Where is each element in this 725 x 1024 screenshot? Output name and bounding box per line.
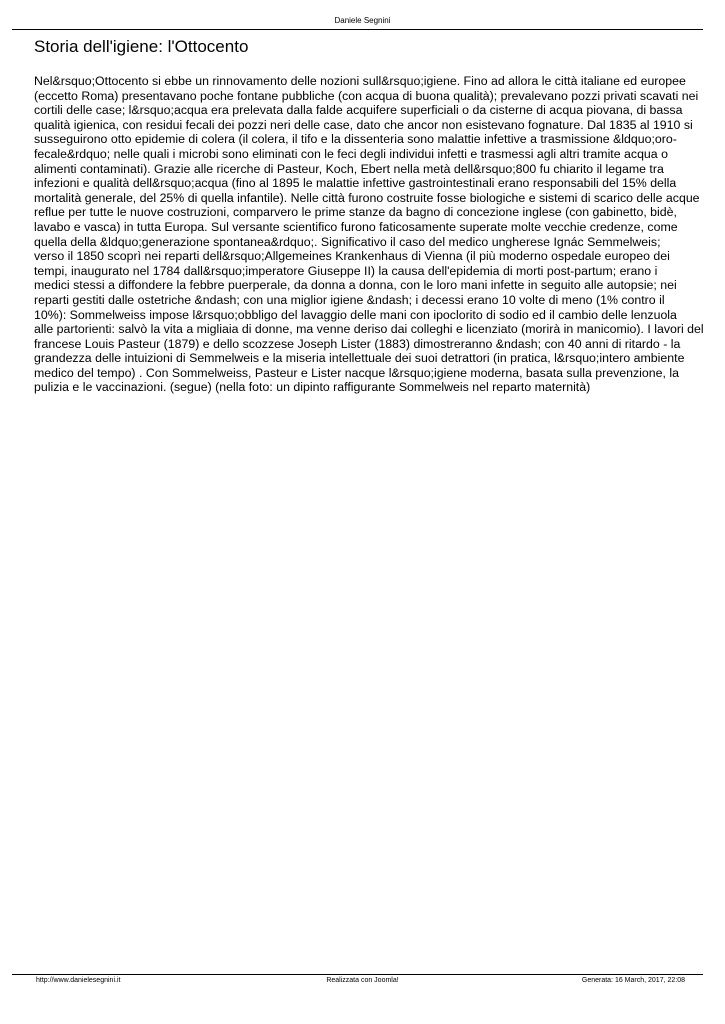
page-header-author: Daniele Segnini <box>334 16 391 25</box>
article-body: Nel&rsquo;Ottocento si ebbe un rinnovamento delle nozioni sull&rsquo;igiene. Fino ad allora le città italiane ed europee (eccetto Roma) presentavano poche fontane pubbliche (con acqua di buona qualità); prevalevano pozzi privati scavati nei cortili delle case; l&rsquo;acqua era prelevata dalla falde acquifere superficiali o da cisterne di acqua piovana, di bassa qualità igienica, con residui fecali dei pozzi neri delle case, dato che ancor non esistevano fognature. Dal 1835 al 1910 si susseguirono otto epidemie di colera (il colera, il tifo e la dissenteria sono malattie infettive a trasmissione &ldquo;oro- fecale&rdquo; nelle quali i microbi sono eliminati con le feci degli individui infetti e trasmessi agli altri tramite acqua o alimenti contaminati). Grazie alle ricerche di Pasteur, Koch, Ebert nella metà dell&rsquo;800 fu chiarito il legame tra infezioni e qualità dell&rsquo;acqua (fino al 1895 le malattie infettive gastrointestinali erano responsabili del 15% della mortalità generale, del 25% di quella infantile). Nelle città furono costruite fosse biologiche e sistemi di scarico delle acque reflue per tutte le nuove costruzioni, comparvero le prime stanze da bagno di concezione inglese (con gabinetto, bidè, lavabo e vasca) in tutta Europa. Sul versante scientifico furono faticosamente superate molte vecchie credenze, come quella della &ldquo;generazione spontanea&rdquo;. Significativo il caso del medico ungherese Ignác Semmelweis; verso il 1850 scoprì nei reparti dell&rsquo;Allgemeines Krankenhaus di Vienna (il più moderno ospedale europeo dei tempi, inaugurato nel 1784 dall&rsquo;imperatore Giuseppe II) la causa dell'epidemia di morti post-partum; erano i medici stessi a diffondere la febbre puerperale, da donna a donna, con le loro mani infette in seguito alle autopsie; nei reparti gestiti dalle ostetriche &ndash; con una miglior igiene &ndash; i decessi erano 10 volte di meno (1% contro il 10%): Sommelweiss impose l&rsquo;obbligo del lavaggio delle mani con ipoclorito di sodio ed il cambio delle lenzuola alle partorienti: salvò la vita a migliaia di donne, ma venne deriso dai colleghi e licenziato (morirà in manicomio). I lavori del francese Louis Pasteur (1879) e dello scozzese Joseph Lister (1883) dimostreranno &ndash; con 40 anni di ritardo - la grandezza delle intuizioni di Semmelweis e la miseria intellettuale dei suoi detrattori (in pratica, l&rsquo;intero ambiente medico del tempo) . Con Sommelweiss, Pasteur e Lister nacque l&rsquo;igiene moderna, basata sulla prevenzione, la pulizia e le vaccinazioni. (segue) (nella foto: un dipinto raffigurante Sommelweis nel reparto maternità) <box>34 74 704 395</box>
footer-site-url: http://www.danielesegnini.it <box>36 977 121 984</box>
article-title: Storia dell'igiene: l'Ottocento <box>34 37 249 56</box>
footer-credit: Realizzata con Joomla! <box>326 977 399 984</box>
footer-divider <box>12 974 703 975</box>
header-divider <box>12 29 703 30</box>
footer-generated-date: Generata: 16 March, 2017, 22:08 <box>581 977 685 984</box>
